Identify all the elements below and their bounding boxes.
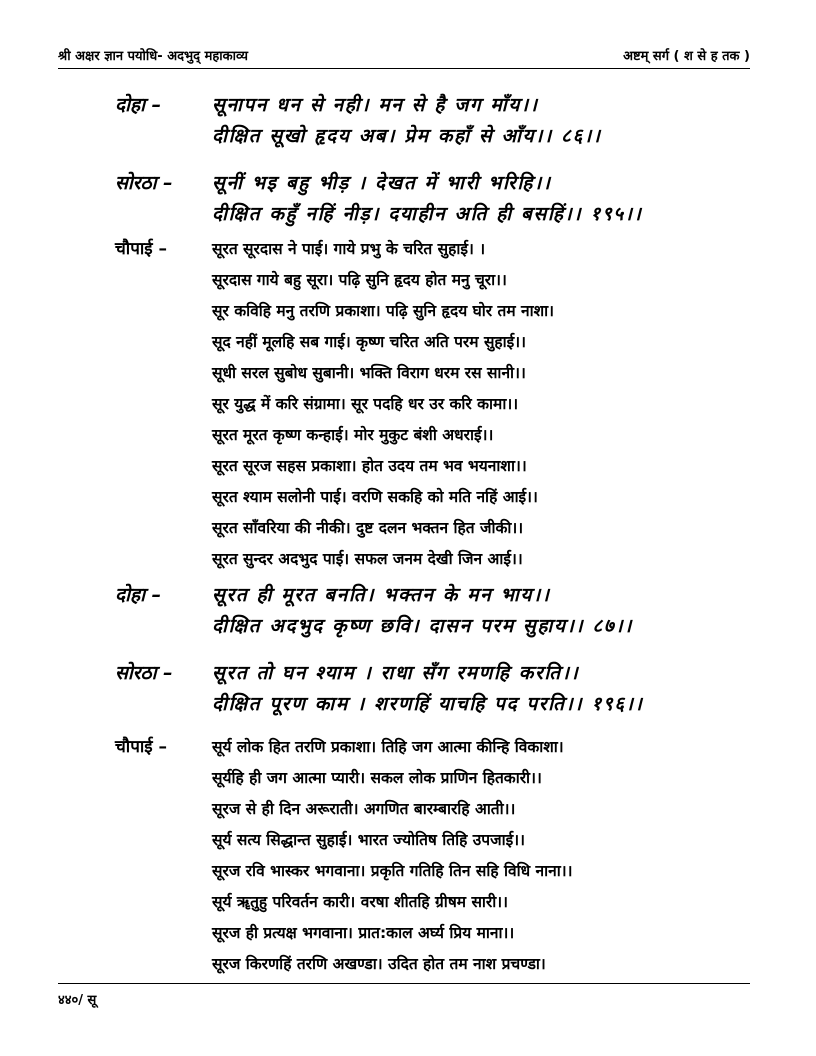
- verse-line: दीक्षित पूरण काम । शरणहिं याचहि पद परति।। १९६।।: [212, 693, 644, 715]
- verse-line: सूर्य लोक हित तरणि प्रकाशा। तिहि जग आत्मा कीन्हि विकाशा।: [212, 738, 564, 756]
- doha-label: दोहा –: [115, 584, 162, 606]
- verse-line: सूरज ही प्रत्यक्ष भगवाना। प्रात:काल अर्घ्य प्रिय माना।।: [212, 924, 515, 942]
- doha-lines: [212, 580, 750, 642]
- verse-line: दीक्षित अदभुद कृष्ण छवि। दासन परम सुहाय।। ८७।।: [212, 615, 633, 637]
- verse-line: सूरत श्याम सलोनी पाई। वरणि सकहि को मति नहिं आई।।: [212, 488, 538, 506]
- verse-line: सूर युद्ध में करि संग्रामा। सूर पदहि धर उर करि कामा।।: [212, 395, 519, 413]
- verse-line: सूद नहीं मूलहि सब गाई। कृष्ण चरित अति परम सुहाई।।: [212, 333, 527, 351]
- chaupai-lines: [212, 234, 750, 575]
- verse-line: सूर कविहि मनु तरणि प्रकाशा। पढ़ि सुनि हृदय घोर तम नाशा।: [212, 302, 555, 320]
- verse-line: सूरत सूरदास ने पाई। गाये प्रभु के चरित सुहाई। ।: [212, 240, 486, 258]
- verse-line: सूरत तो घन श्याम । राधा सँग रमणहि करति।।: [212, 662, 580, 684]
- sortha-label: सोरठा –: [115, 662, 173, 684]
- footer-rule: [58, 983, 750, 984]
- page-header: [58, 44, 750, 66]
- verse-line: सूरज से ही दिन अरूराती। अगणित बारम्बारहि आती।।: [212, 800, 516, 818]
- verse-line: सूरत मूरत कृष्ण कन्हाई। मोर मुकुट बंशी अधराई।।: [212, 426, 494, 444]
- doha-label: दोहा –: [115, 94, 162, 116]
- verse-line: सूधी सरल सुबोध सुबानी। भक्ति विराग धरम रस सानी।।: [212, 364, 526, 382]
- verse-line: सूर्य ॠतुहु परिवर्तन कारी। वरषा शीतहि ग्रीषम सारी।।: [212, 893, 509, 911]
- verse-line: सूरज रवि भास्कर भगवाना। प्रकृति गतिहि तिन सहि विधि नाना।।: [212, 862, 573, 880]
- verse-line: सूरत सूरज सहस प्रकाशा। होत उदय तम भव भयनाशा।।: [212, 457, 527, 475]
- verse-line: सूर्य सत्य सिद्धान्त सुहाई। भारत ज्योतिष तिहि उपजाई।।: [212, 831, 525, 849]
- verse-line: सूरत ही मूरत बनति। भक्तन के मन भाय।।: [212, 584, 551, 606]
- chaupai-lines: [212, 732, 750, 980]
- verse-line: सूर्यहि ही जग आत्मा प्यारी। सकल लोक प्राणिन हितकारी।।: [212, 769, 542, 787]
- book-title: श्री अक्षर ज्ञान पयोधि- अदभुद् महाकाव्य: [58, 49, 248, 64]
- sortha-label: सोरठा –: [115, 172, 173, 194]
- verse-line: सूनीं भइ बहु भीड़ । देखत में भारी भरिहि।।: [212, 172, 552, 194]
- verse-line: दीक्षित सूखो हृदय अब। प्रेम कहाँ से आँय।। ८६।।: [212, 125, 602, 147]
- verse-line: सूनापन धन से नही। मन से है जग माँय।।: [212, 94, 539, 116]
- doha-lines: [212, 90, 750, 152]
- chapter-title: अष्टम् सर्ग ( श से ह तक ): [623, 49, 750, 64]
- header-rule: [58, 68, 750, 69]
- page-number: ४४०/ सू: [58, 993, 97, 1008]
- verse-line: सूरत सुन्दर अदभुद पाई। सफल जनम देखी जिन आई।।: [212, 550, 523, 568]
- verse-line: सूरत साँवरिया की नीकी। दुष्ट दलन भक्तन हित जीकी।।: [212, 519, 524, 537]
- chaupai-label: चौपाई –: [115, 239, 168, 259]
- sortha-lines: [212, 168, 750, 230]
- verse-line: सूरदास गाये बहु सूरा। पढ़ि सुनि हृदय होत मनु चूरा।।: [212, 271, 507, 289]
- sortha-lines: [212, 658, 750, 720]
- chaupai-label: चौपाई –: [115, 737, 168, 757]
- verse-line: सूरज किरणहिं तरणि अखण्डा। उदित होत तम नाश प्रचण्डा।: [212, 955, 546, 973]
- verse-line: दीक्षित कहुँ नहिं नीड़। दयाहीन अति ही बसहिं।। १९५।।: [212, 203, 643, 225]
